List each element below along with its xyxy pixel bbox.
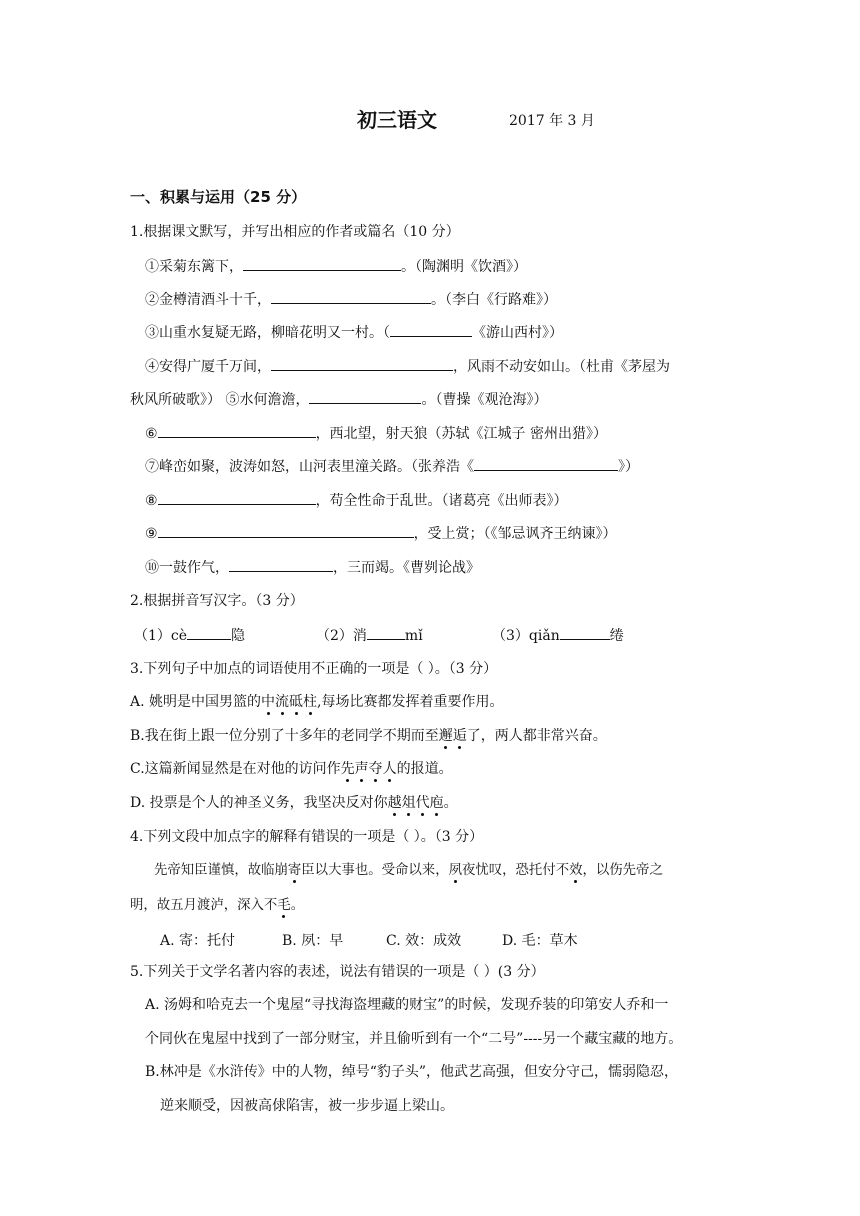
q3-option-c xyxy=(130,759,453,779)
q2-item-1-pinyin: （1）cè xyxy=(134,628,188,644)
q4-option-a: A. 寄：托付 xyxy=(160,933,236,949)
q1-item-6-num: ⑥ xyxy=(145,426,158,442)
q1-item-6 xyxy=(145,423,607,444)
q1-item-3 xyxy=(145,322,563,343)
q1-item-3-source: 《游山西村》） xyxy=(472,325,563,341)
q1-item-10-blank xyxy=(229,557,333,572)
q3-option-b-dotted xyxy=(439,728,467,744)
q1-item-1-source: 。（陶渊明《饮酒》） xyxy=(401,259,527,275)
q4-dotted-char: 夙 xyxy=(448,863,462,878)
q5-stem: 5.下列关于文学名著内容的表述，说法有错误的一项是（ ）(3 分） xyxy=(130,964,545,980)
q2-stem: 2.根据拼音写汉字。（3 分） xyxy=(130,593,304,609)
q3-option-d-post: 。 xyxy=(443,795,458,811)
q5-option-b-line-1: B.林冲是《水浒传》中的人物，绰号“豹子头”，他武艺高强，但安分守己，懦弱隐忍， xyxy=(145,1064,679,1080)
q1-item-7-text: ⑦峰峦如聚，波涛如怒，山河表里潼关路。（张养浩《 xyxy=(145,459,474,475)
q2-item-3 xyxy=(492,625,624,646)
emphasis-dot-char: 人 xyxy=(382,761,397,777)
q3-option-d-dotted xyxy=(388,795,444,811)
q1-item-7-blank xyxy=(474,456,618,471)
q3-option-b xyxy=(130,726,607,746)
q4-stem: 4.下列文段中加点字的解释有错误的一项是（ ）。（3 分） xyxy=(130,829,484,845)
emphasis-dot-char: 先 xyxy=(340,761,355,777)
q4-option-d: D. 毛：草木 xyxy=(502,933,578,949)
q4-passage-text: 。 xyxy=(290,898,305,913)
q1-item-4-source: ，风雨不动安如山。（杜甫《茅屋为 xyxy=(453,359,670,375)
q3-option-c-dotted xyxy=(341,761,397,777)
q1-item-10-source: ，三而竭。《曹刿论战》 xyxy=(333,560,480,576)
q4-passage-line-1 xyxy=(154,861,663,881)
q3-option-c-post: 的报道。 xyxy=(396,761,453,777)
q2-item-1 xyxy=(134,625,245,646)
q1-item-7 xyxy=(145,456,639,477)
q1-item-4 xyxy=(145,356,670,377)
q3-option-a-post: ,每场比赛都发挥着重要作用。 xyxy=(317,694,504,710)
q4-passage-text: 先帝知臣谨慎，故临崩 xyxy=(154,863,288,878)
emphasis-dot-char: 逅 xyxy=(452,728,467,744)
q1-item-6-blank xyxy=(158,423,316,438)
q2-item-3-pinyin: （3）qiǎn xyxy=(492,628,560,644)
q1-item-8-blank xyxy=(158,490,316,505)
emphasis-dot-char: 声 xyxy=(354,761,369,777)
q4-passage-text: ，以伤先帝之 xyxy=(582,863,663,878)
emphasis-dot-char: 流 xyxy=(275,694,290,710)
q1-item-2-source: 。（李白《行路难》） xyxy=(431,292,557,308)
q1-item-2 xyxy=(145,289,557,310)
q2-item-2-char: （2）消 xyxy=(316,628,367,644)
emphasis-dot-char: 越 xyxy=(387,795,402,811)
q1-item-5-blank xyxy=(309,389,421,404)
q1-stem: 1.根据课文默写，并写出相应的作者或篇名（10 分） xyxy=(130,224,460,240)
q1-item-5-text: 秋风所破歌》） ⑤水何澹澹， xyxy=(130,392,310,408)
q4-passage-text: 夜忧叹，恐托付不 xyxy=(461,863,570,878)
q2-item-2-pinyin: mǐ xyxy=(404,628,423,644)
page-title: 初三语文 xyxy=(357,108,437,132)
emphasis-dot-char: 夺 xyxy=(368,761,383,777)
q4-option-c: C. 效：成效 xyxy=(386,933,462,949)
q1-item-3-text: ③山重水复疑无路，柳暗花明又一村。（ xyxy=(145,325,390,341)
q3-option-a-dotted xyxy=(261,694,317,710)
q1-item-9-source: ，受上赏；（《邹忌讽齐王纳谏》） xyxy=(413,526,617,542)
q1-item-3-blank xyxy=(390,322,472,337)
q3-option-d xyxy=(130,793,458,813)
q4-passage-text: 明，故五月渡泸，深入不 xyxy=(130,898,278,913)
q1-item-8 xyxy=(145,490,568,511)
emphasis-dot-char: 中 xyxy=(261,694,276,710)
q4-dotted-char: 毛 xyxy=(277,898,291,913)
exam-date: 2017 年 3 月 xyxy=(509,113,595,129)
q1-item-9 xyxy=(145,523,617,544)
q1-item-2-blank xyxy=(271,289,431,304)
q1-item-8-source: ，苟全性命于乱世。（诸葛亮《出师表》） xyxy=(315,493,568,509)
q2-item-3-blank xyxy=(560,625,610,640)
q1-item-5-source: 。（曹操《观沧海》） xyxy=(421,392,548,408)
q3-option-a xyxy=(130,692,503,712)
q1-item-10 xyxy=(145,557,480,578)
q1-item-1-text: ①采菊东篱下， xyxy=(145,259,243,275)
q2-item-3-char: 绻 xyxy=(609,628,624,644)
emphasis-dot-char: 庖 xyxy=(429,795,444,811)
q3-option-d-pre: D. 投票是个人的神圣义务，我坚决反对你 xyxy=(130,795,388,811)
emphasis-dot-char: 邂 xyxy=(438,728,453,744)
q1-item-5 xyxy=(130,389,547,410)
emphasis-dot-char: 砥 xyxy=(289,694,304,710)
q1-item-7-source: 》） xyxy=(618,459,639,475)
q4-passage-line-2 xyxy=(130,896,304,916)
q4-option-b: B. 夙：早 xyxy=(282,933,344,949)
q5-option-a-line-2: 个同伙在鬼屋中找到了一部分财宝，并且偷听到有一个“二号”----另一个藏宝藏的地方。 xyxy=(145,1031,683,1047)
q3-stem: 3.下列句子中加点的词语使用不正确的一项是（ ）。（3 分） xyxy=(130,661,498,677)
q5-option-b-line-2: 逆来顺受，因被高俅陷害，被一步步逼上梁山。 xyxy=(160,1098,454,1114)
q1-item-4-text: ④安得广厦千万间， xyxy=(145,359,271,375)
q1-item-8-num: ⑧ xyxy=(145,493,158,509)
q3-option-c-pre: C.这篇新闻显然是在对他的访问作 xyxy=(130,761,341,777)
section-heading: 一、积累与运用（25 分） xyxy=(130,188,307,206)
q1-item-9-num: ⑨ xyxy=(145,526,158,542)
q3-option-b-post: 了，两人都非常兴奋。 xyxy=(466,728,607,744)
q1-item-9-blank xyxy=(158,523,414,538)
emphasis-dot-char: 柱 xyxy=(303,694,318,710)
q4-passage-text: 臣以大事也。受命以来， xyxy=(301,863,449,878)
q2-item-2-blank xyxy=(367,625,405,640)
q4-dotted-char: 寄 xyxy=(287,863,302,878)
q1-item-10-text: ⑩一鼓作气， xyxy=(145,560,229,576)
emphasis-dot-char: 俎 xyxy=(401,795,416,811)
q1-item-1-blank xyxy=(243,256,401,271)
q5-option-a-line-1: A. 汤姆和哈克去一个鬼屋“寻找海盗埋藏的财宝”的时候，发现乔装的印第安人乔和一 xyxy=(145,997,669,1013)
q1-item-2-text: ②金樽清酒斗十千， xyxy=(145,292,271,308)
q1-item-4-blank xyxy=(271,356,453,371)
q1-item-1 xyxy=(145,256,527,277)
q2-item-1-blank xyxy=(187,625,231,640)
q3-option-b-pre: B.我在街上跟一位分别了十多年的老同学不期而至 xyxy=(130,728,439,744)
q4-dotted-char: 效 xyxy=(569,863,583,878)
q2-item-1-char: 隐 xyxy=(231,628,246,644)
q2-item-2 xyxy=(316,625,423,646)
q3-option-a-pre: A. 姚明是中国男篮的 xyxy=(130,694,262,710)
emphasis-dot-char: 代 xyxy=(415,795,430,811)
q1-item-6-source: ，西北望，射天狼（苏轼《江城子 密州出猎》） xyxy=(315,426,608,442)
